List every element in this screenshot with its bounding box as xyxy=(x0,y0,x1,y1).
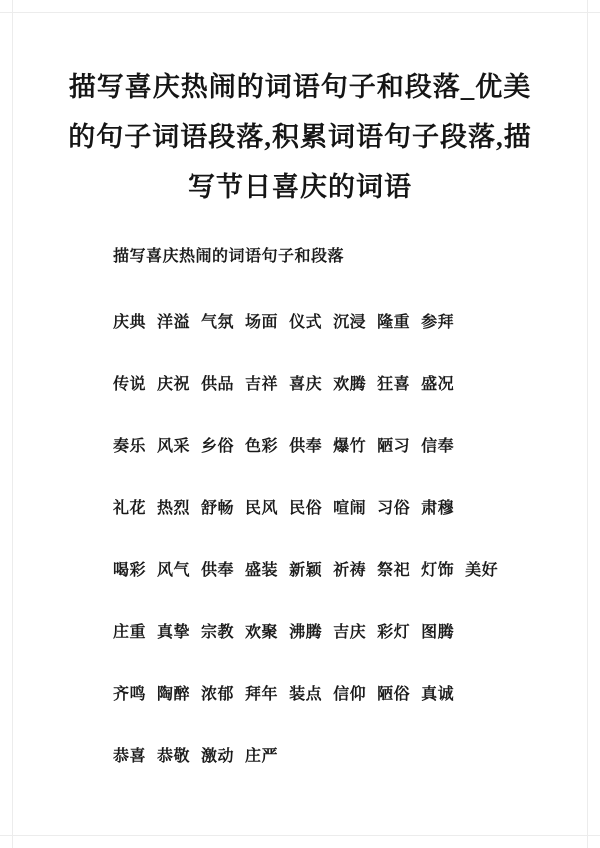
word-row xyxy=(113,684,600,706)
page-border-right xyxy=(587,0,588,848)
word: 风气 xyxy=(157,562,191,579)
word-row xyxy=(113,436,600,458)
word: 灯饰 xyxy=(421,562,455,579)
word: 新颖 xyxy=(289,562,323,579)
word: 美好 xyxy=(465,562,499,579)
word: 吉祥 xyxy=(245,376,279,393)
word: 热烈 xyxy=(157,500,191,517)
word: 供品 xyxy=(201,376,235,393)
word: 激动 xyxy=(201,748,235,765)
word: 场面 xyxy=(245,314,279,331)
word: 庆祝 xyxy=(157,376,191,393)
subtitle: 描写喜庆热闹的词语句子和段落 xyxy=(113,248,345,265)
word: 庄严 xyxy=(245,748,279,765)
word: 民俗 xyxy=(289,500,323,517)
word: 盛装 xyxy=(245,562,279,579)
word: 浓郁 xyxy=(201,686,235,703)
word: 习俗 xyxy=(377,500,411,517)
word: 彩灯 xyxy=(377,624,411,641)
word: 祈祷 xyxy=(333,562,367,579)
word: 洋溢 xyxy=(157,314,191,331)
word: 供奉 xyxy=(201,562,235,579)
page-border-top xyxy=(0,12,600,13)
word: 信奉 xyxy=(421,438,455,455)
word-row xyxy=(113,746,600,768)
word: 盛况 xyxy=(421,376,455,393)
word: 传说 xyxy=(113,376,147,393)
page-title xyxy=(0,0,600,212)
word: 真诚 xyxy=(421,686,455,703)
word: 沸腾 xyxy=(289,624,323,641)
word: 宗教 xyxy=(201,624,235,641)
word: 陋习 xyxy=(377,438,411,455)
word-row xyxy=(113,498,600,520)
word: 沉浸 xyxy=(333,314,367,331)
word: 气氛 xyxy=(201,314,235,331)
page-title-line-3: 写节日喜庆的词语 xyxy=(188,172,412,202)
word: 装点 xyxy=(289,686,323,703)
word: 风采 xyxy=(157,438,191,455)
page-border-left xyxy=(12,0,13,848)
word: 陶醉 xyxy=(157,686,191,703)
word: 奏乐 xyxy=(113,438,147,455)
word: 色彩 xyxy=(245,438,279,455)
word: 爆竹 xyxy=(333,438,367,455)
word-row xyxy=(113,560,600,582)
word-row xyxy=(113,312,600,334)
word: 仪式 xyxy=(289,314,323,331)
word: 肃穆 xyxy=(421,500,455,517)
word-row xyxy=(113,374,600,396)
word: 图腾 xyxy=(421,624,455,641)
word: 舒畅 xyxy=(201,500,235,517)
word: 民风 xyxy=(245,500,279,517)
word: 真挚 xyxy=(157,624,191,641)
word: 齐鸣 xyxy=(113,686,147,703)
page-title-line-1: 描写喜庆热闹的词语句子和段落_优美 xyxy=(68,72,532,102)
word-row xyxy=(113,622,600,644)
word: 欢聚 xyxy=(245,624,279,641)
word: 喧闹 xyxy=(333,500,367,517)
word: 喝彩 xyxy=(113,562,147,579)
word: 陋俗 xyxy=(377,686,411,703)
word: 庄重 xyxy=(113,624,147,641)
word: 拜年 xyxy=(245,686,279,703)
word: 礼花 xyxy=(113,500,147,517)
word: 祭祀 xyxy=(377,562,411,579)
word: 恭敬 xyxy=(157,748,191,765)
word: 供奉 xyxy=(289,438,323,455)
word: 乡俗 xyxy=(201,438,235,455)
word: 信仰 xyxy=(333,686,367,703)
word: 吉庆 xyxy=(333,624,367,641)
word: 喜庆 xyxy=(289,376,323,393)
word: 欢腾 xyxy=(333,376,367,393)
word: 隆重 xyxy=(377,314,411,331)
word: 庆典 xyxy=(113,314,147,331)
word: 参拜 xyxy=(421,314,455,331)
page-title-line-2: 的句子词语段落,积累词语句子段落,描 xyxy=(68,122,532,152)
page-border-bottom xyxy=(0,835,600,836)
word-rows xyxy=(0,312,600,768)
word: 恭喜 xyxy=(113,748,147,765)
word: 狂喜 xyxy=(377,376,411,393)
